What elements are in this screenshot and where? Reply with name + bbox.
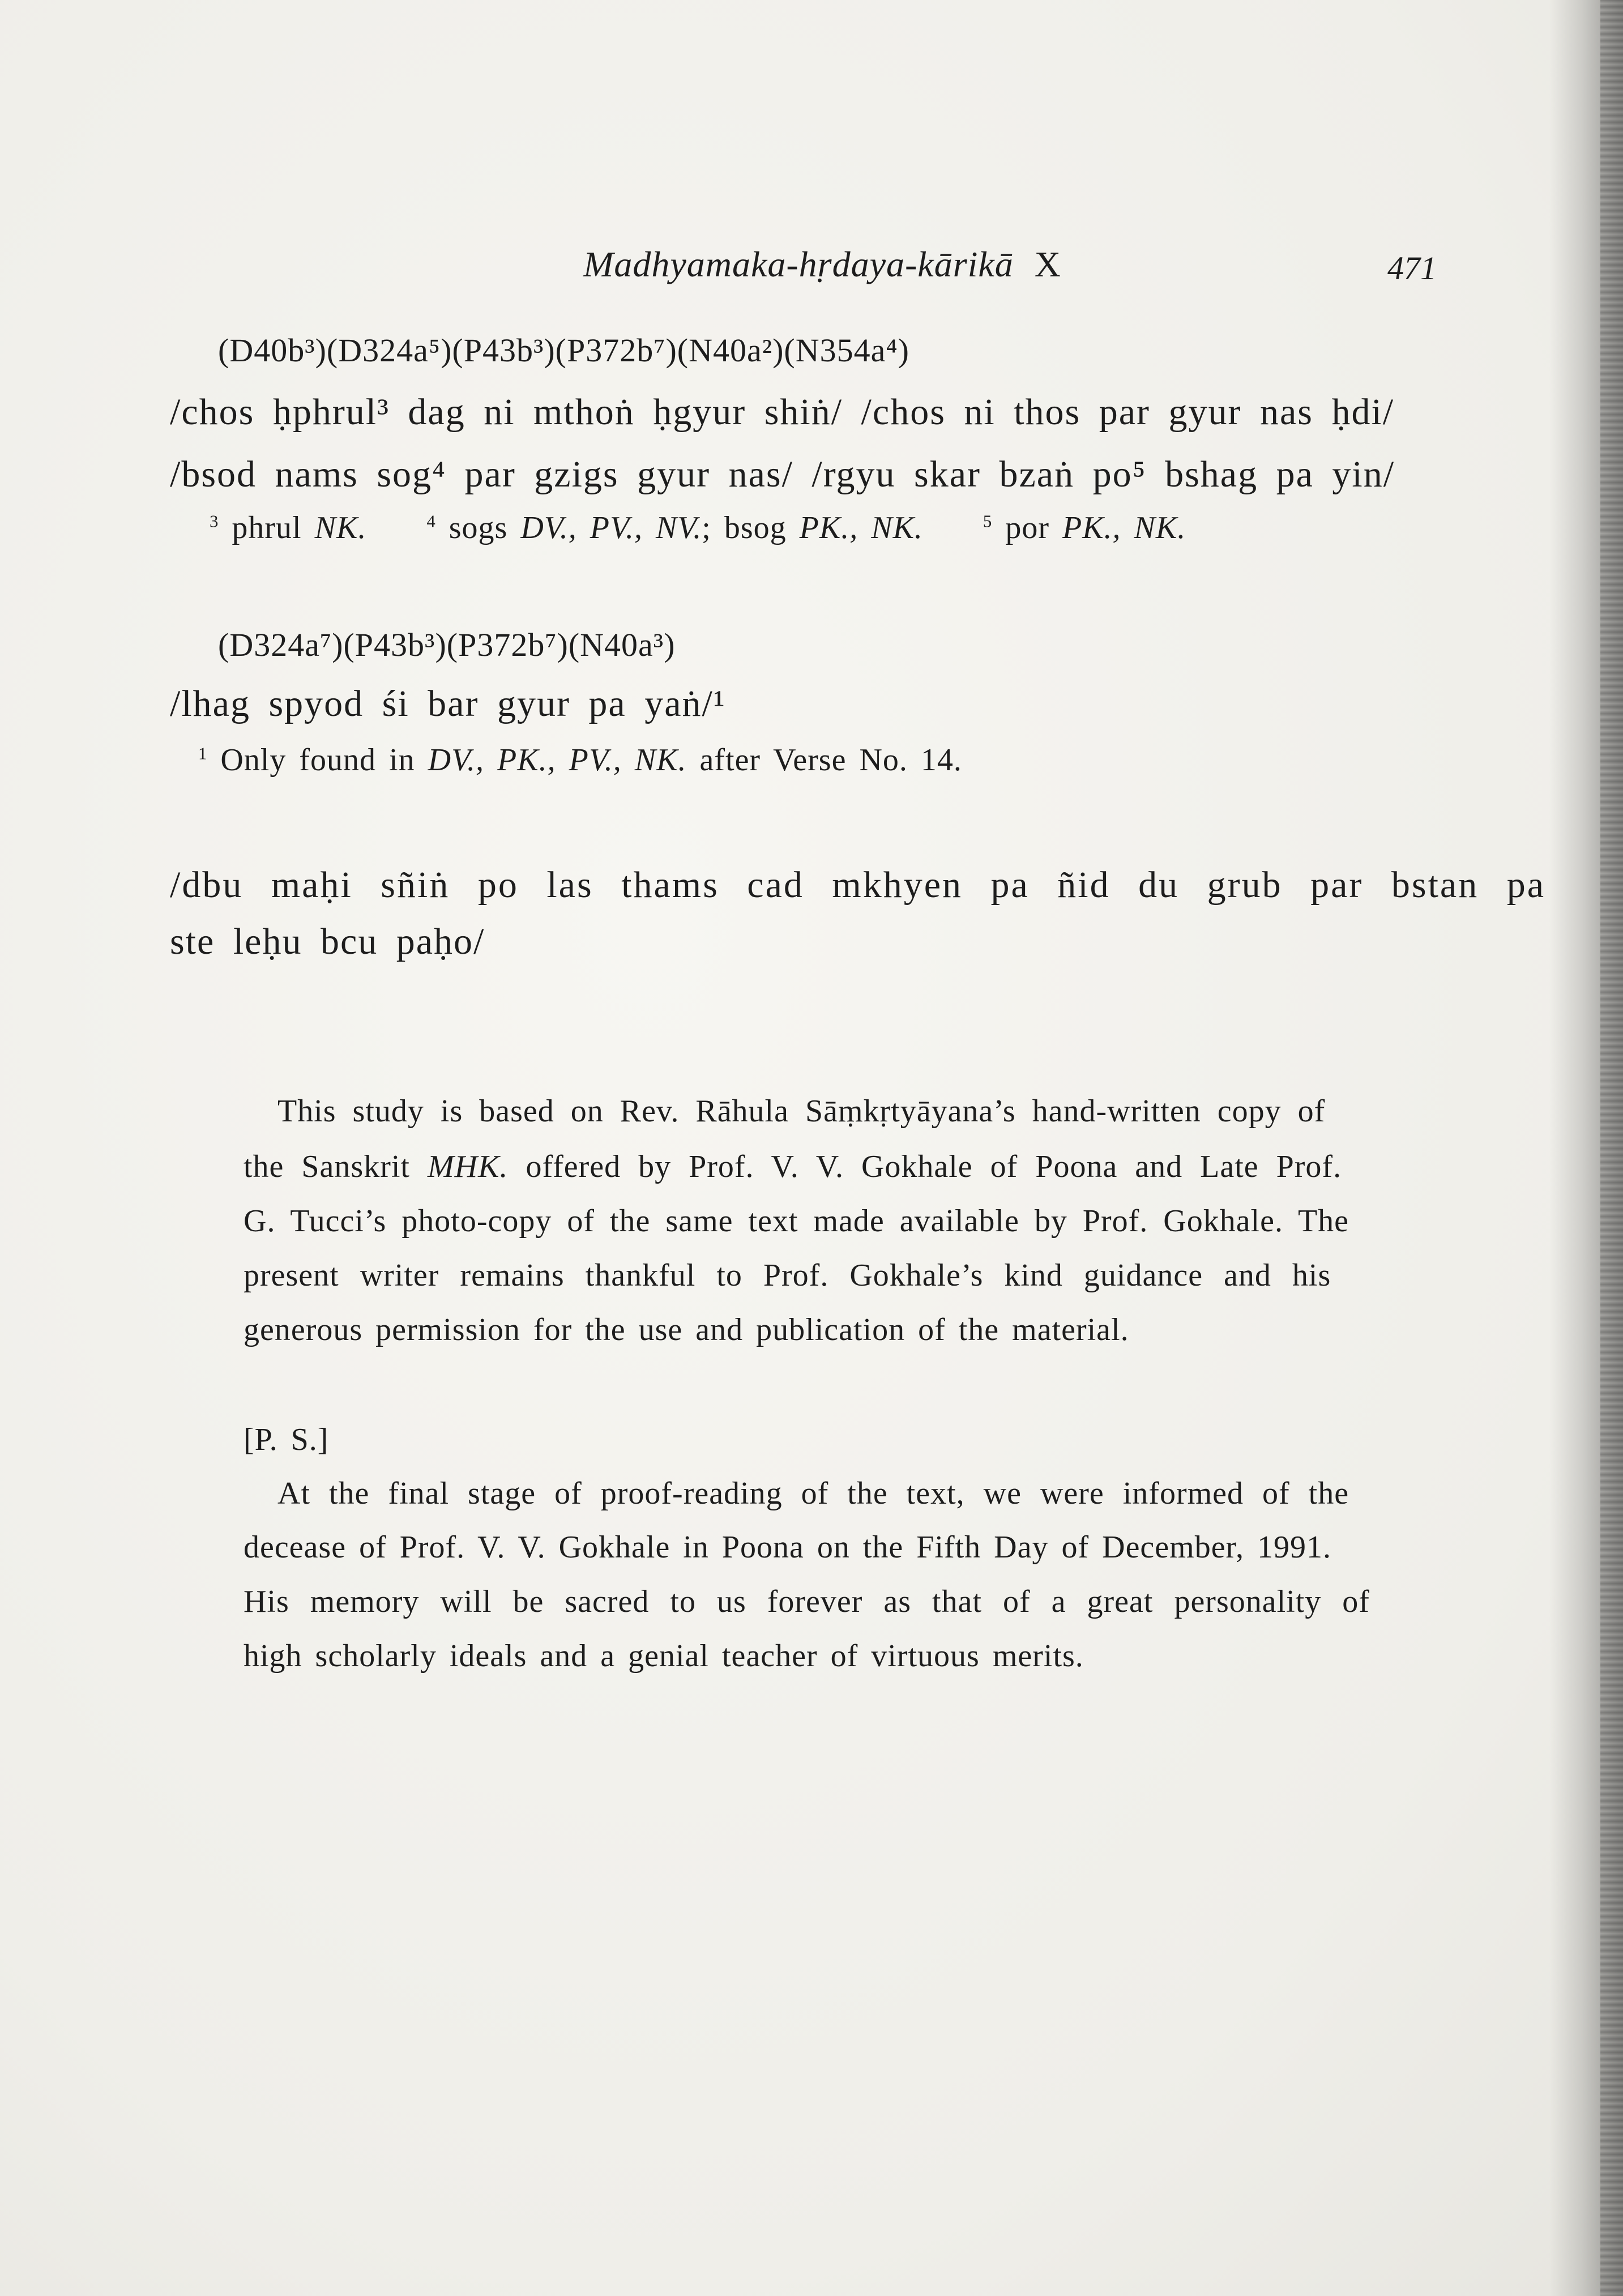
footnote-text: sogs: [449, 510, 508, 545]
footnote-sigla: NK.: [314, 510, 367, 545]
acknowledgement-text: offered by Prof. V. V. Gokhale of Poona and Late Prof.: [526, 1149, 1342, 1184]
verse-1-line-2: /bsod nams sog⁴ par gzigs gyur nas/ /rgyu skar bzaṅ po⁵ bshag pa yin/: [170, 454, 1395, 495]
ps-line-4: high scholarly ideals and a genial teacher of virtuous merits.: [244, 1638, 1084, 1674]
footnote-mark: 1: [198, 744, 208, 763]
acknowledgement-line-3: G. Tucci’s photo-copy of the same text made available by Prof. Gokhale. The: [244, 1204, 1349, 1239]
verse-1-line-1: /chos ḥphrul³ dag ni mthoṅ ḥgyur shiṅ/ /chos ni thos par gyur nas ḥdi/: [170, 391, 1395, 433]
footnote-mark: 3: [210, 511, 219, 531]
acknowledgement-line-4: present writer remains thankful to Prof. Gokhale’s kind guidance and his: [244, 1258, 1331, 1293]
colophon-line-2: ste leḥu bcu paḥo/: [170, 921, 485, 962]
acknowledgement-line-1: This study is based on Rev. Rāhula Sāṃkṛtyāyana’s hand-written copy of: [277, 1094, 1326, 1129]
footnote-sigla: PK., NK.: [1062, 510, 1186, 545]
footnote-mark: 5: [983, 511, 993, 531]
chapter-number: X: [1034, 244, 1061, 284]
manuscript-refs-2: (D324a⁷)(P43b³)(P372b⁷)(N40a³): [218, 626, 676, 663]
running-header: [583, 244, 1061, 285]
footnote-sigla: DV., PV., NV.: [520, 510, 702, 545]
footnote-sigla: DV., PK., PV., NK.: [428, 742, 687, 778]
footnote-text: phrul: [232, 510, 302, 545]
acknowledgement-line-2: [244, 1149, 1342, 1185]
verse-2-line-1: /lhag spyod śi bar gyur pa yaṅ/¹: [170, 683, 726, 724]
running-title: Madhyamaka-hṛdaya-kārikā: [583, 244, 1014, 284]
footnote-sigla: PK., NK.: [799, 510, 923, 545]
ps-label: [P. S.]: [244, 1422, 329, 1457]
ps-line-1: At the final stage of proof-reading of the text, we were informed of the: [277, 1476, 1349, 1511]
footnote-2: [198, 742, 962, 778]
acknowledgement-text: the Sanskrit: [244, 1149, 410, 1184]
page-edge-binding: [1600, 0, 1623, 2296]
ps-line-2: decease of Prof. V. V. Gokhale in Poona on the Fifth Day of December, 1991.: [244, 1530, 1331, 1565]
footnote-text: por: [1005, 510, 1049, 545]
footnote-text: Only found in: [220, 742, 415, 778]
acknowledgement-line-5: generous permission for the use and publication of the material.: [244, 1312, 1129, 1347]
colophon-line-1: /dbu maḥi sñiṅ po las thams cad mkhyen pa ñid du grub par bstan pa: [170, 864, 1546, 906]
ps-line-3: His memory will be sacred to us forever as that of a great personality of: [244, 1584, 1370, 1619]
page-number: 471: [1387, 250, 1437, 287]
footnotes-1: [210, 510, 1186, 546]
footnote-mark: 4: [426, 511, 436, 531]
footnote-text: after Verse No. 14.: [699, 742, 962, 778]
footnote-text: ; bsog: [702, 510, 787, 545]
acknowledgement-title: MHK.: [427, 1149, 509, 1184]
manuscript-refs-1: (D40b³)(D324a⁵)(P43b³)(P372b⁷)(N40a²)(N354a⁴): [218, 332, 909, 369]
